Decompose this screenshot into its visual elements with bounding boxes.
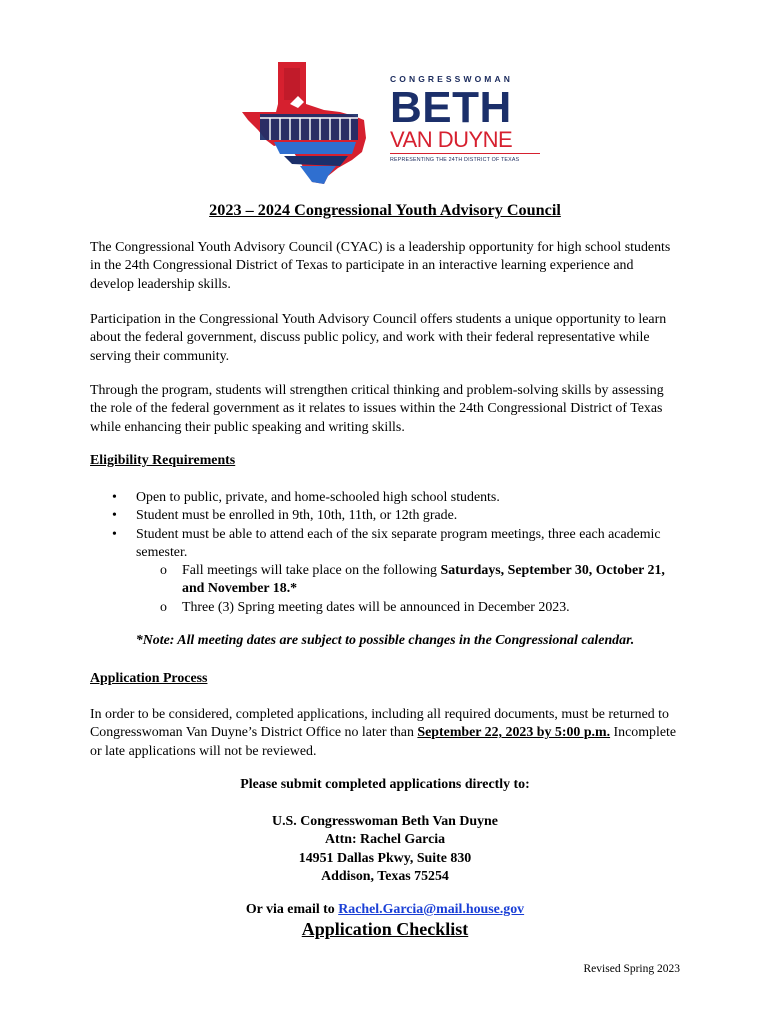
bullet-icon: • — [112, 490, 117, 505]
logo-van-duyne-text: VAN DUYNE — [390, 129, 540, 154]
logo-beth-text: BETH — [390, 83, 512, 132]
bullet-icon: • — [112, 508, 117, 524]
logo-representing-text: REPRESENTING THE 24TH DISTRICT OF TEXAS — [390, 157, 520, 163]
email-line — [0, 902, 770, 918]
address-line: Attn: Rachel Garcia — [324, 832, 446, 848]
meeting-dates-note: *Note: All meeting dates are subject to possible changes in the Congressional calendar. — [135, 633, 635, 648]
eligibility-item-text: Student must be able to attend each of the six separate program meetings, three each academic semester. — [136, 526, 661, 560]
fall-meetings-text: Fall meetings will take place on the following — [182, 563, 441, 579]
eligibility-item-text: Student must be enrolled in 9th, 10th, 11th, or 12th grade. — [136, 508, 458, 524]
eligibility-list — [90, 489, 680, 617]
address-line: 14951 Dallas Pkwy, Suite 830 — [298, 850, 472, 866]
eligibility-item-text: Open to public, private, and home-schooled high school students. — [136, 490, 500, 505]
mailing-address — [0, 813, 770, 886]
email-link[interactable]: Rachel.Garcia@mail.house.gov — [338, 902, 525, 917]
texas-map-icon — [240, 60, 370, 185]
spring-meetings-text: Three (3) Spring meeting dates will be announced in December 2023. — [182, 599, 570, 615]
application-heading: Application Process — [90, 671, 208, 686]
checklist-heading: Application Checklist — [301, 919, 469, 939]
email-prefix: Or via email to — [245, 902, 339, 917]
sub-list-item — [90, 562, 680, 599]
application-text: In order to be considered, completed applications, including all required documents, must be returned to Congresswoman Van Duyne’s District Office no later than — [90, 707, 669, 741]
submit-heading: Please submit completed applications directly to: — [240, 777, 530, 792]
sub-list-item — [90, 599, 680, 617]
address-line: Addison, Texas 75254 — [321, 868, 449, 884]
participation-paragraph: Participation in the Congressional Youth Advisory Council offers students a unique opportunity to learn about the federal government, discuss public policy, and work with their federal representative while serving their community. — [90, 312, 667, 364]
document-title: 2023 – 2024 Congressional Youth Advisory Council — [209, 201, 561, 219]
program-paragraph: Through the program, students will strengthen critical thinking and problem-solving skills by assessing the role of the federal government as it relates to issues within the 24th Congressional District of Texas while enhancing their public speaking and writing skills. — [90, 383, 664, 435]
intro-paragraph: The Congressional Youth Advisory Council (CYAC) is a leadership opportunity for high school students in the 24th Congressional District of Texas to participate in an interactive learning experience and develop leadership skills. — [90, 240, 671, 292]
list-item — [90, 526, 680, 563]
sub-bullet-icon: o — [160, 563, 167, 579]
list-item — [90, 489, 680, 507]
eligibility-heading: Eligibility Requirements — [90, 453, 236, 468]
list-item — [90, 507, 680, 525]
address-line: U.S. Congresswoman Beth Van Duyne — [272, 814, 498, 829]
application-paragraph — [90, 706, 680, 761]
congresswoman-logo — [240, 60, 540, 185]
logo-congresswoman-text: CONGRESSWOMAN — [390, 74, 513, 84]
sub-bullet-icon: o — [160, 599, 167, 615]
fall-meetings-dates: Saturdays, September 30, October 21, and November 18.* — [182, 563, 665, 597]
revised-date: Revised Spring 2023 — [583, 963, 680, 975]
application-late-text: Incomplete or late applications will not be reviewed. — [90, 725, 677, 759]
application-deadline: September 22, 2023 by 5:00 p.m. — [417, 725, 611, 741]
bullet-icon: • — [112, 526, 117, 542]
